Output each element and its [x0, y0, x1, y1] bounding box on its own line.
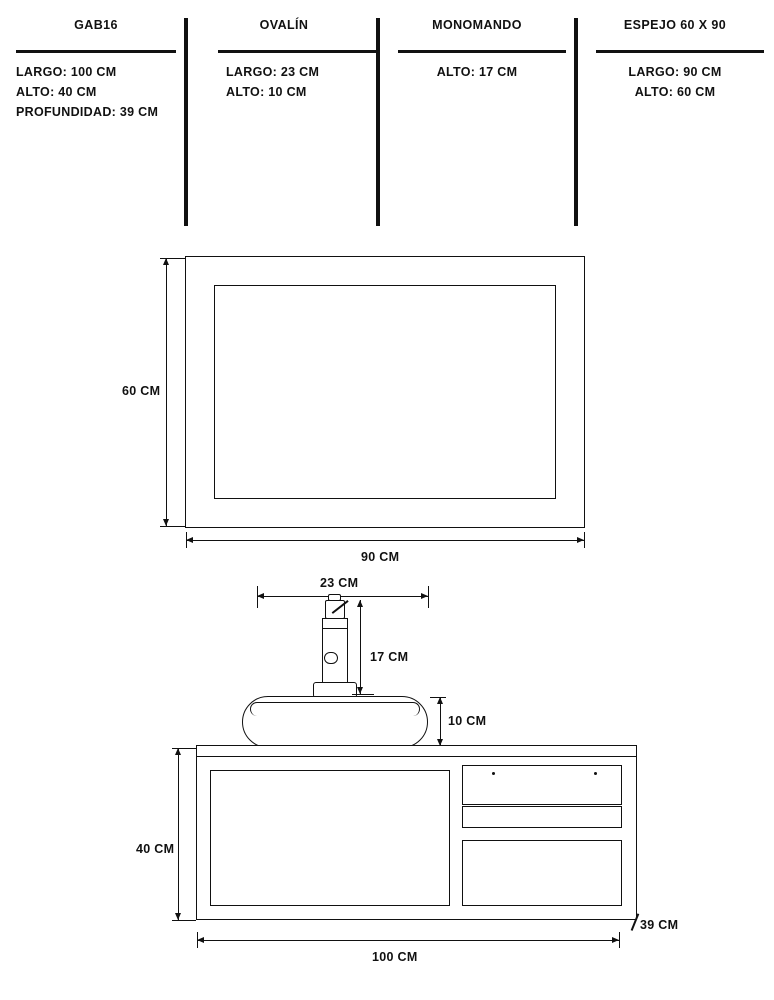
spec-column-ovalin	[192, 18, 376, 99]
spec-lines-ovalin	[192, 62, 376, 102]
spec-divider-espejo	[596, 50, 764, 53]
mirror-outer-frame	[185, 256, 585, 528]
cabinet-width-label: 100 CM	[372, 950, 418, 964]
drawer-screw	[492, 772, 495, 775]
spec-line: LARGO: 100 CM	[16, 65, 117, 79]
basin-width-ext-right	[428, 586, 429, 608]
spec-lines-gab16	[8, 62, 184, 122]
basin-height-label: 10 CM	[448, 714, 487, 728]
basin-width-arrow-right	[421, 593, 428, 599]
cabinet-width-ext-left	[197, 932, 198, 948]
basin-width-dim-line	[257, 596, 428, 597]
cabinet-height-ext-bottom	[172, 920, 196, 921]
spec-line: PROFUNDIDAD: 39 CM	[16, 105, 159, 119]
drawer-screw	[594, 772, 597, 775]
cabinet-shelf	[462, 806, 622, 828]
mirror-height-ext-top	[160, 258, 186, 259]
vanity-countertop	[196, 745, 637, 757]
mirror-width-dim-line	[186, 540, 584, 541]
cabinet-height-ext-top	[172, 748, 196, 749]
faucet-height-arrow-bottom	[357, 687, 363, 694]
mirror-height-dim-line	[166, 258, 167, 526]
mirror-height-label: 60 CM	[122, 384, 161, 398]
spec-line: ALTO: 10 CM	[226, 85, 307, 99]
basin-width-label: 23 CM	[316, 576, 362, 590]
cabinet-width-arrow-right	[612, 937, 619, 943]
faucet-height-label: 17 CM	[370, 650, 409, 664]
mirror-width-ext-left	[186, 532, 187, 548]
mirror-height-arrow-top	[163, 258, 169, 265]
spec-divider-ovalin	[218, 50, 376, 53]
spec-column-gab16	[8, 18, 184, 119]
cabinet-width-dim-line	[197, 940, 619, 941]
mirror-width-label: 90 CM	[361, 550, 400, 564]
cabinet-height-arrow-bottom	[175, 913, 181, 920]
cabinet-height-arrow-top	[175, 748, 181, 755]
faucet-height-dim-line	[360, 600, 361, 694]
spec-table	[0, 18, 774, 233]
spec-column-espejo	[582, 18, 768, 99]
spec-lines-espejo	[582, 62, 768, 102]
faucet-height-arrow-top	[357, 600, 363, 607]
spec-line: LARGO: 23 CM	[226, 65, 320, 79]
faucet-height-ext-bottom	[352, 694, 374, 695]
basin-height-arrow-top	[437, 697, 443, 704]
spec-line: ALTO: 60 CM	[634, 85, 716, 99]
spec-title-ovalin: OVALÍN	[259, 18, 309, 32]
spec-column-monomando	[384, 18, 570, 79]
mirror-inner-frame	[214, 285, 556, 499]
spec-line: ALTO: 40 CM	[16, 85, 97, 99]
mirror-width-arrow-right	[577, 537, 584, 543]
mirror-width-ext-right	[584, 532, 585, 548]
spec-line: LARGO: 90 CM	[628, 65, 722, 79]
spec-column-separator	[376, 18, 380, 226]
basin-width-arrow-left	[257, 593, 264, 599]
cabinet-height-dim-line	[178, 748, 179, 920]
spec-title-espejo: ESPEJO 60 X 90	[623, 18, 727, 32]
spec-divider-monomando	[398, 50, 566, 53]
mirror-height-arrow-bottom	[163, 519, 169, 526]
cabinet-drawer-top	[462, 765, 622, 805]
basin-rim	[250, 702, 420, 716]
mirror-height-ext-bottom	[160, 526, 186, 527]
spec-title-gab16: GAB16	[74, 18, 118, 32]
spec-column-separator	[574, 18, 578, 226]
spec-lines-monomando	[384, 62, 570, 82]
cabinet-depth-label: 39 CM	[640, 918, 679, 932]
cabinet-door	[210, 770, 450, 906]
mirror-width-arrow-left	[186, 537, 193, 543]
cabinet-height-label: 40 CM	[136, 842, 175, 856]
faucet-handle	[324, 652, 338, 664]
cabinet-drawer-bottom	[462, 840, 622, 906]
spec-title-monomando: MONOMANDO	[432, 18, 522, 32]
spec-divider-gab16	[16, 50, 176, 53]
spec-column-separator	[184, 18, 188, 226]
spec-line: ALTO: 17 CM	[436, 65, 518, 79]
cabinet-width-arrow-left	[197, 937, 204, 943]
cabinet-width-ext-right	[619, 932, 620, 948]
